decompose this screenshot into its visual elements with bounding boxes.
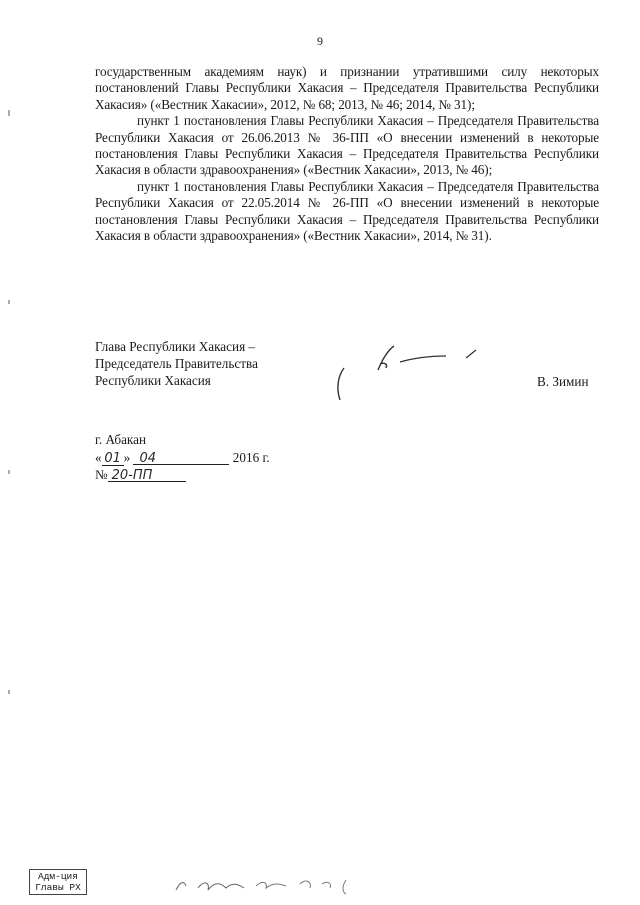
signatory-line: Республики Хакасия [95, 373, 211, 388]
document-number [95, 467, 186, 483]
margin-mark [8, 470, 10, 474]
date-month: 04 [139, 451, 157, 466]
paragraph-item: пункт 1 постановления Главы Республики Хакасия – Председателя Правительства Республики Хакасия от 22.05.2014 № 26-ПП «О внесении изменений в некоторые постановления Главы Республики Хакасия – Председателя Правительства Республики Хакасия в области здравоохранения» («Вестник Хакасии», 2014, № 31). [95, 178, 599, 244]
handwritten-signature [330, 340, 490, 410]
stamp-line: Главы РХ [35, 882, 81, 893]
date-month-field [133, 450, 229, 465]
number-prefix: № [95, 467, 108, 482]
margin-mark [8, 110, 10, 116]
signatory-title [95, 338, 315, 389]
registration-stamp [29, 869, 87, 895]
signing-date [95, 450, 270, 466]
date-close-quote: » [123, 450, 131, 465]
page-number: 9 [317, 34, 323, 48]
margin-mark [8, 300, 10, 304]
date-open-quote: « [95, 450, 102, 465]
number-field [108, 467, 186, 482]
date-day: 01 [104, 451, 121, 466]
date-year: 2016 г. [232, 450, 270, 465]
place-of-signing: г. Абакан [95, 432, 147, 447]
handwritten-scribble [170, 868, 370, 898]
signatory-line: Председатель Правительства [95, 356, 258, 371]
paragraph-continuation: государственным академиям наук) и признании утратившими силу некоторых постановлений Главы Республики Хакасия – Председателя Правительства Республики Хакасия» («Вестник Хакасии», 2012, № 68; 2013, № 46; 2014, № 31); [95, 64, 599, 112]
stamp-line: Адм-ция [38, 871, 78, 882]
date-day-field [102, 450, 124, 466]
signer-name: В. Зимин [537, 374, 589, 389]
paragraph-item: пункт 1 постановления Главы Республики Хакасия – Председателя Правительства Республики Хакасия от 26.06.2013 № 36-ПП «О внесении изменений в некоторые постановления Главы Республики Хакасия – Председателя Правительства Республики Хакасия в области здравоохранения» («Вестник Хакасии», 2013, № 46); [95, 113, 599, 178]
margin-mark [8, 690, 10, 694]
body-text [95, 64, 599, 244]
signatory-line: Глава Республики Хакасия – [95, 339, 256, 354]
number-value: 20-ПП [111, 468, 153, 483]
